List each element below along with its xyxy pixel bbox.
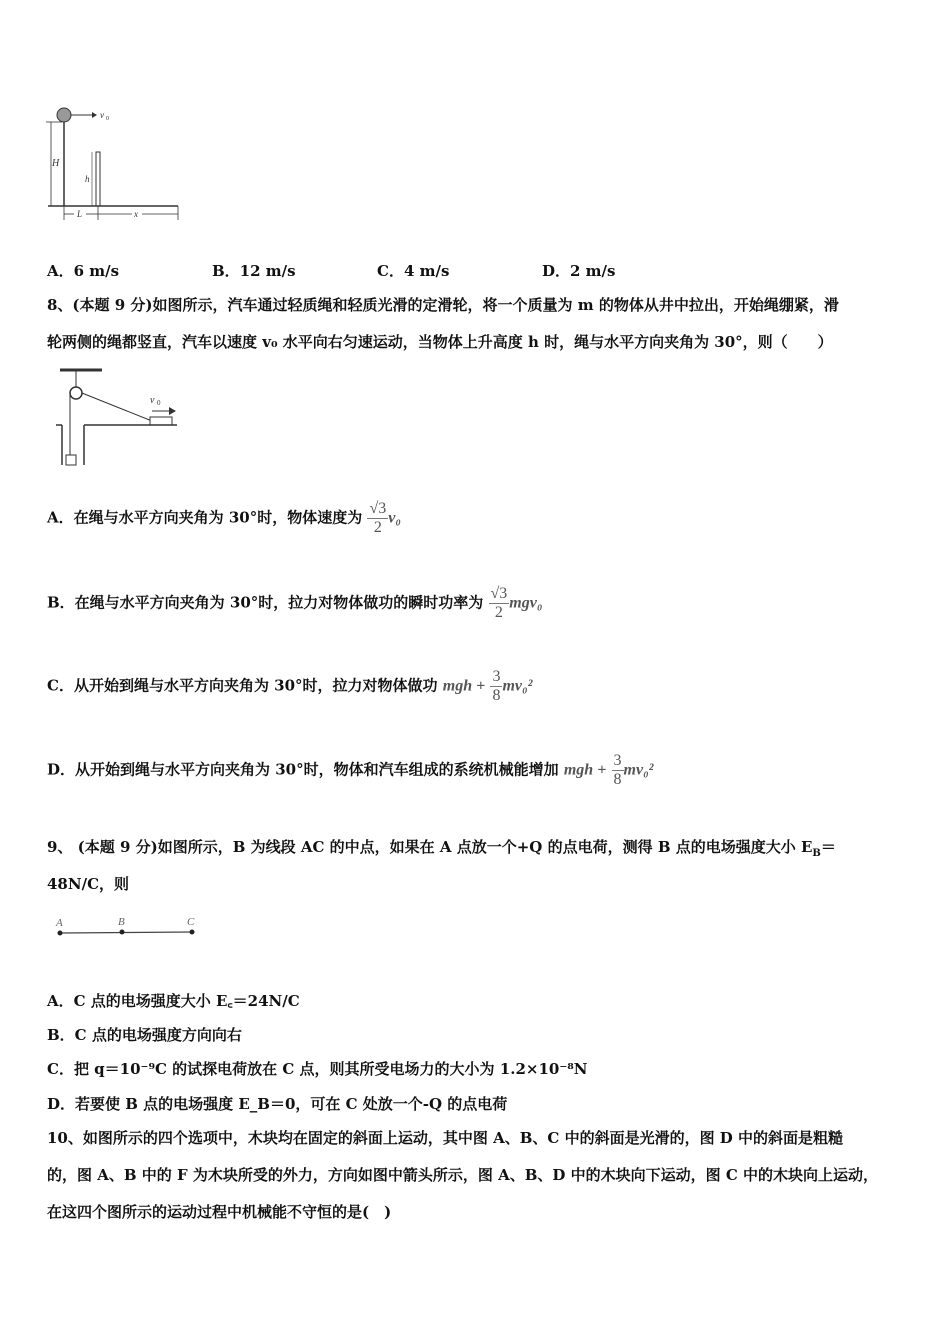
svg-text:A: A <box>56 917 63 929</box>
q10-line2: 的，图 A、B 中的 F 为木块所受的外力，方向如图中箭头所示，图 A、B、D 中的木块向下运动，图 C 中的木块向上运动， <box>47 1166 879 1184</box>
svg-text:H: H <box>52 158 60 169</box>
q8-option-b[interactable]: B．在绳与水平方向夹角为 30°时，拉力对物体做功的瞬时功率为 $\frac{√3}{2}$ mgv₀ <box>47 585 543 621</box>
q8-option-a[interactable]: A．在绳与水平方向夹角为 30°时，物体速度为 $\frac{√3}{2}$ v₀ <box>47 500 401 536</box>
svg-text:h: h <box>85 174 90 184</box>
q8-figure <box>52 365 187 475</box>
q8-option-c[interactable]: C．从开始到绳与水平方向夹角为 30°时，拉力对物体做功 mgh + $\frac{3}{8}$ mv₀² <box>47 668 533 704</box>
q7-v0-label: v <box>100 110 104 120</box>
svg-text:0: 0 <box>157 399 161 407</box>
q8-rope <box>82 393 152 421</box>
svg-text:0: 0 <box>106 116 109 122</box>
svg-text:x: x <box>134 209 138 219</box>
q8-object <box>66 455 76 465</box>
q9-option-a[interactable]: A．C 点的电场强度大小 E꜀＝24N/C <box>47 992 300 1010</box>
q7-ball <box>57 108 71 122</box>
q7-option-a[interactable]: A．6 m/s <box>47 262 120 280</box>
q9-stem-line2: 48N/C，则 <box>47 875 130 893</box>
svg-text:v: v <box>150 395 155 406</box>
q8-a-fraction: $\frac{√3}{2}$ <box>369 500 387 536</box>
q8-stem-line1: 8、(本题 9 分)如图所示，汽车通过轻质绳和轻质光滑的定滑轮，将一个质量为 m 的物体从井中拉出，开始绳绷紧，滑 <box>47 296 839 314</box>
q8-pulley <box>70 387 82 399</box>
q7-wall <box>96 152 100 206</box>
q9-option-c[interactable]: C．把 q＝10⁻⁹C 的试探电荷放在 C 点，则其所受电场力的大小为 1.2×10⁻⁸N <box>47 1060 588 1078</box>
svg-text:L: L <box>77 209 83 219</box>
q8-d-fraction: $\frac{3}{8}$ <box>613 752 622 788</box>
q9-option-b[interactable]: B．C 点的电场强度方向向右 <box>47 1026 242 1044</box>
q9-point-c <box>190 930 195 935</box>
q10-line1: 10、如图所示的四个选项中，木块均在固定的斜面上运动，其中图 A、B、C 中的斜面是光滑的，图 D 中的斜面是粗糙 <box>47 1129 844 1147</box>
q8-c-fraction: $\frac{3}{8}$ <box>492 668 501 704</box>
q10-line3: 在这四个图所示的运动过程中机械能不守恒的是( ) <box>47 1203 392 1221</box>
q9-point-b <box>120 930 125 935</box>
q9-segment <box>60 932 192 933</box>
svg-text:C: C <box>187 916 195 928</box>
q9-stem-line1: 9、 (本题 9 分)如图所示，B 为线段 AC 的中点，如果在 A 点放一个+Q 的点电荷，测得 B 点的电场强度大小 $E_B=$ <box>47 838 836 859</box>
q8-option-d[interactable]: D．从开始到绳与水平方向夹角为 30°时，物体和汽车组成的系统机械能增加 mgh + $\frac{3}{8}$ mv₀² <box>47 752 654 788</box>
q7-figure <box>40 100 190 230</box>
q7-option-c[interactable]: C．4 m/s <box>377 262 450 280</box>
q9-point-a <box>58 931 63 936</box>
svg-text:B: B <box>118 916 125 928</box>
q7-option-b[interactable]: B．12 m/s <box>212 262 296 280</box>
q8-stem-line2: 轮两侧的绳都竖直，汽车以速度 v₀ 水平向右匀速运动，当物体上升高度 h 时，绳与水平方向夹角为 30°，则（ ） <box>47 333 833 351</box>
q8-car <box>150 417 172 425</box>
q7-option-d[interactable]: D．2 m/s <box>542 262 616 280</box>
q8-b-fraction: $\frac{√3}{2}$ <box>490 585 508 621</box>
q9-figure <box>50 910 210 945</box>
q9-option-d[interactable]: D．若要使 B 点的电场强度 E_B＝0，可在 C 处放一个-Q 的点电荷 <box>47 1095 508 1113</box>
